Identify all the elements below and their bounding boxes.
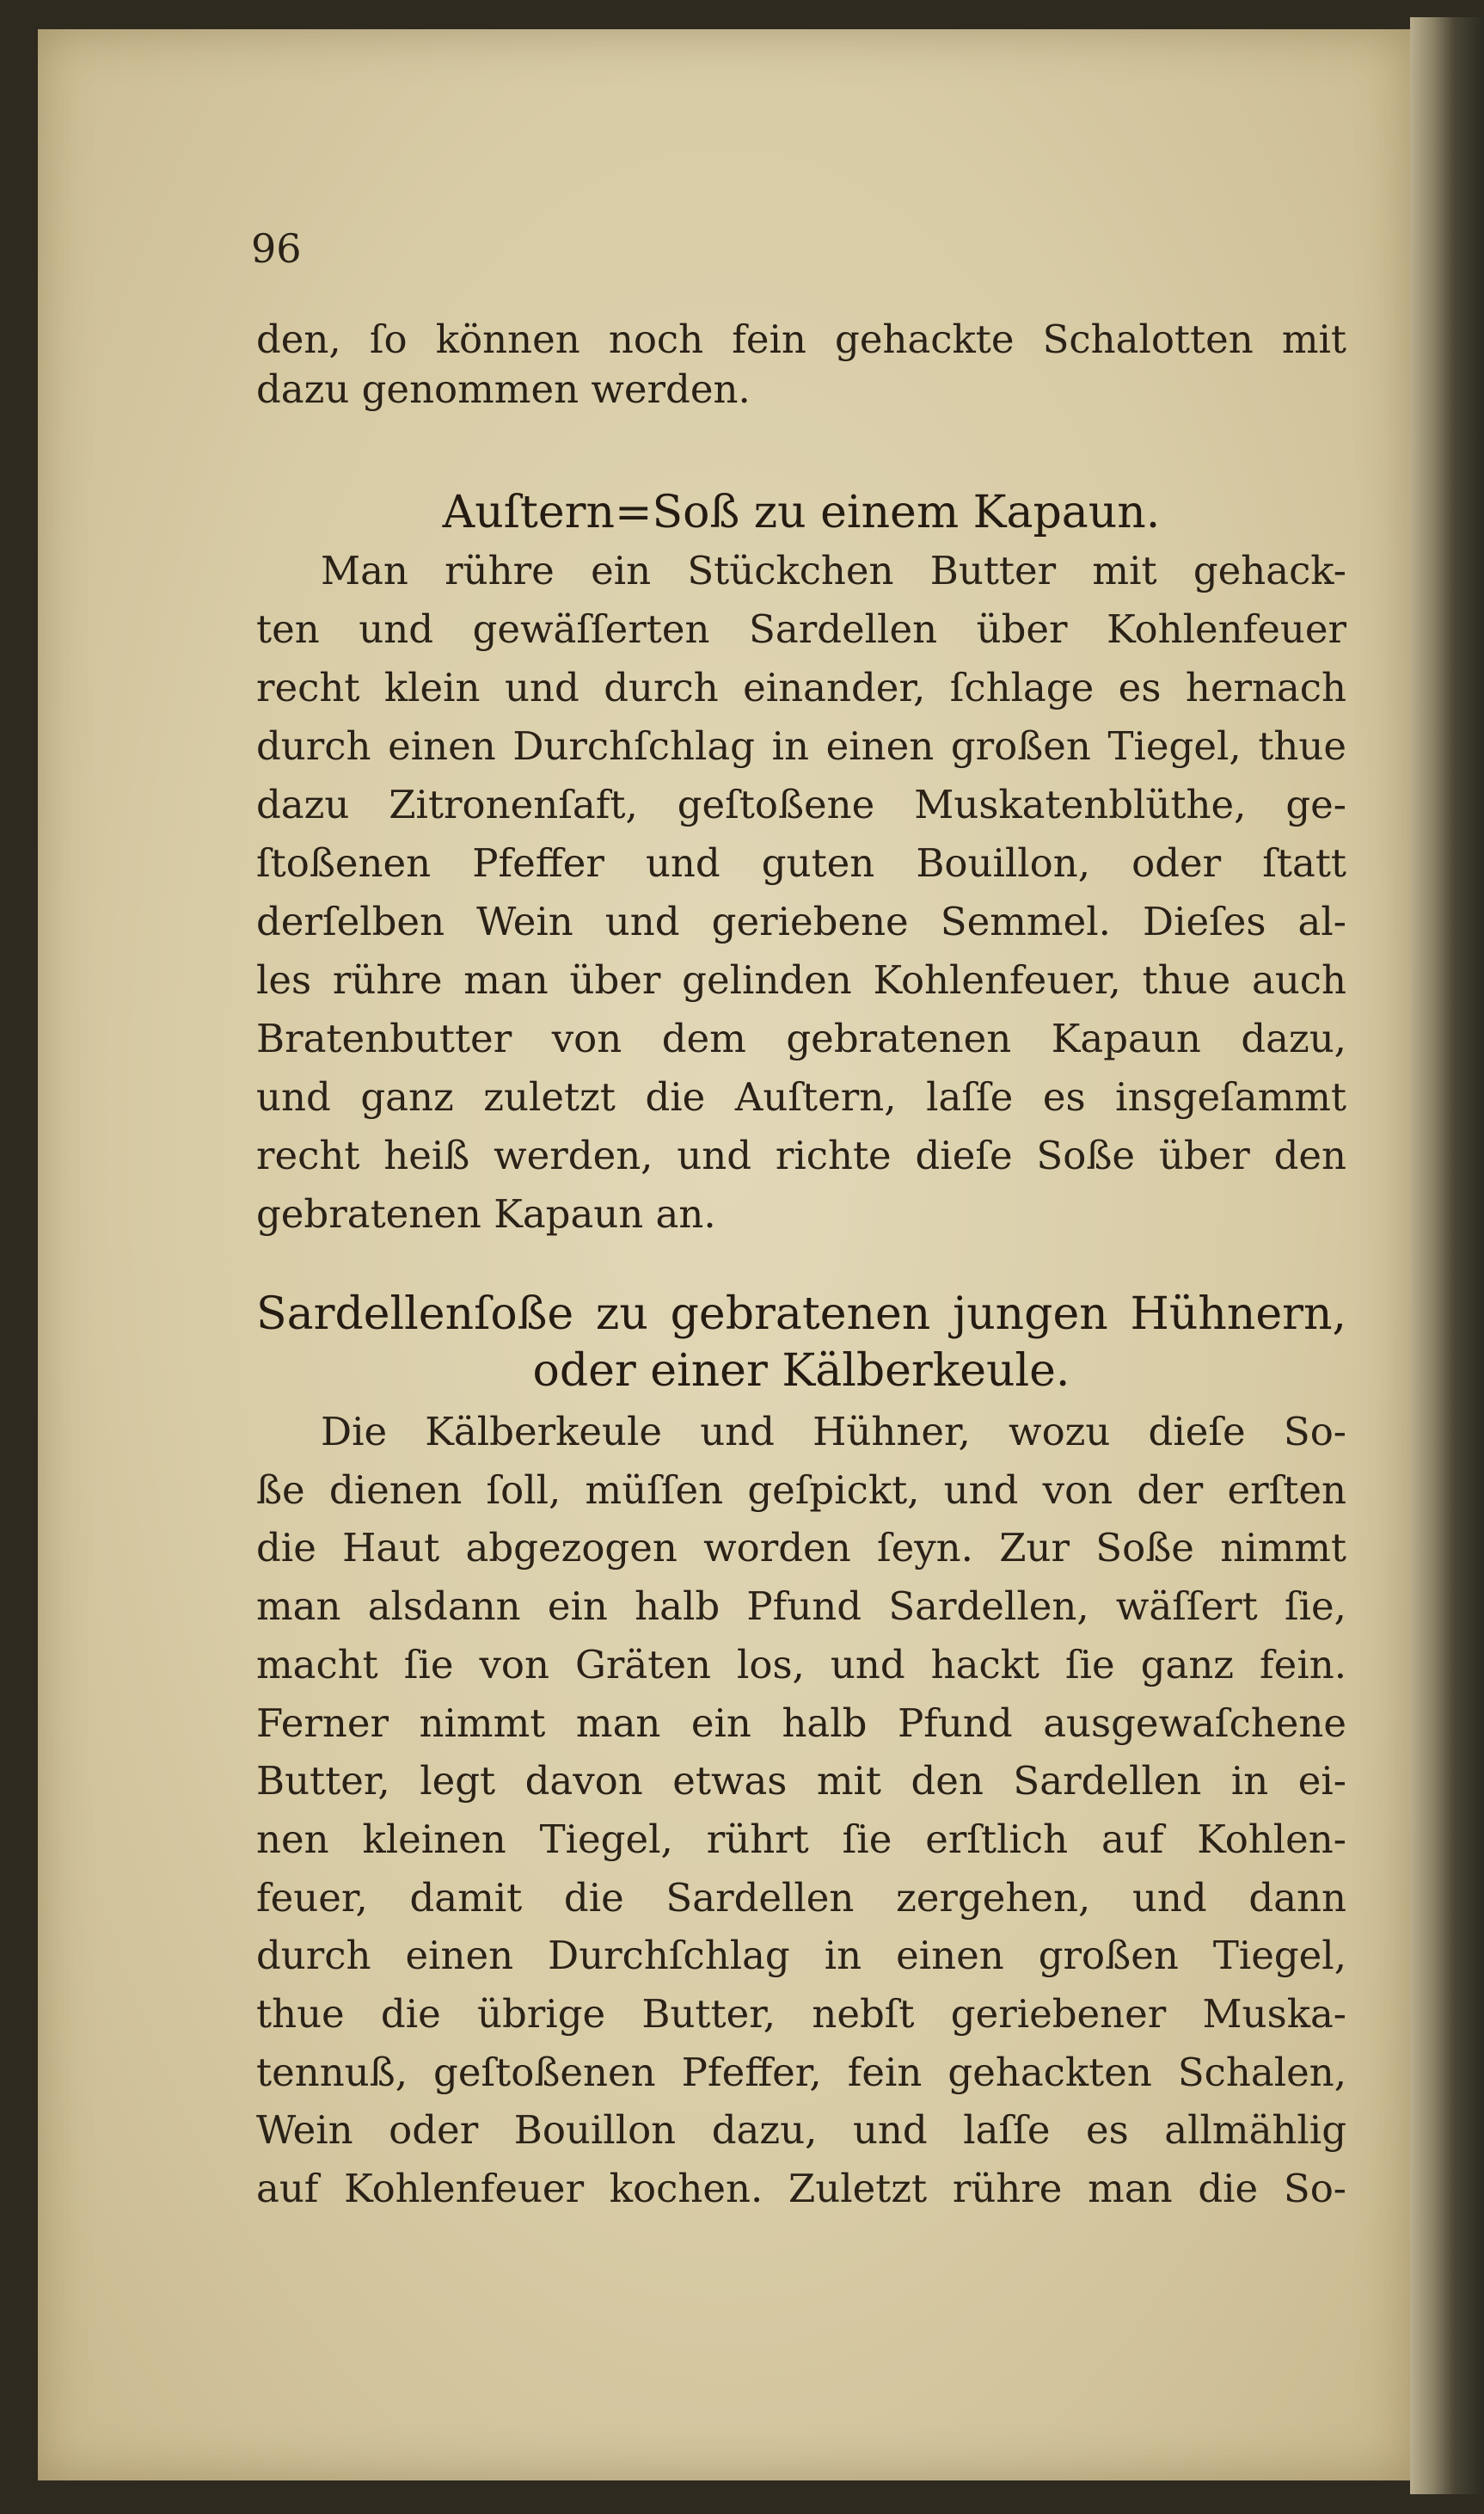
page-number: 96 <box>251 225 302 272</box>
text-line: Wein oder Bouillon dazu, und laſſe es allmählig <box>256 2107 1346 2154</box>
text-line: durch einen Durchſchlag in einen großen Tiegel, thue <box>256 723 1346 769</box>
text-line: Butter, legt davon etwas mit den Sardellen in ei- <box>256 1758 1346 1804</box>
text-line: dazu Zitronenſaft, geſtoßene Muskatenblüthe, ge- <box>256 782 1346 827</box>
text-line: Man rühre ein Stückchen Butter mit gehack- <box>321 548 1346 593</box>
text-line: man alsdann ein halb Pfund Sardellen, wäſſert ſie, <box>256 1583 1346 1630</box>
text-line: ße dienen ſoll, müſſen geſpickt, und von der erſten <box>256 1466 1346 1513</box>
section-heading: oder einer Kälberkeule. <box>532 1345 1070 1397</box>
text-line: nen kleinen Tiegel, rührt ſie erſtlich auf Kohlen- <box>256 1816 1346 1862</box>
section-heading: Auſtern=Soß zu einem Kapaun. <box>442 487 1161 538</box>
page-edge <box>1410 17 1484 2494</box>
text-line: Bratenbutter von dem gebratenen Kapaun dazu, <box>256 1016 1346 1061</box>
text-line: und ganz zuletzt die Auſtern, laſſe es insgeſammt <box>256 1074 1346 1120</box>
text-line: derſelben Wein und geriebene Semmel. Dieſes al- <box>256 899 1346 944</box>
text-line: recht heiß werden, und richte dieſe Soße über den <box>256 1133 1346 1178</box>
text-line: ſtoßenen Pfeffer und guten Bouillon, oder ſtatt <box>256 840 1346 886</box>
text-line: durch einen Durchſchlag in einen großen Tiegel, <box>256 1933 1346 1979</box>
text-line: les rühre man über gelinden Kohlenfeuer, thue auch <box>256 957 1346 1003</box>
text-line: tennuß, geſtoßenen Pfeffer, fein gehackten Schalen, <box>256 2049 1346 2095</box>
text-line: Die Kälberkeule und Hühner, wozu dieſe So- <box>321 1409 1346 1454</box>
text-line: auf Kohlenfeuer kochen. Zuletzt rühre man die So- <box>256 2166 1346 2212</box>
text-line: Ferner nimmt man ein halb Pfund ausgewaſchene <box>256 1700 1346 1746</box>
text-line: ten und gewäſſerten Sardellen über Kohlenfeuer <box>256 606 1346 652</box>
text-line: thue die übrige Butter, nebſt geriebener Muska- <box>256 1991 1346 2037</box>
text-line: dazu genommen werden. <box>256 366 751 412</box>
text-line: die Haut abgezogen worden ſeyn. Zur Soße nimmt <box>256 1525 1346 1571</box>
text-line: den, ſo können noch fein gehackte Schalotten mit <box>256 317 1346 362</box>
text-line: gebratenen Kapaun an. <box>256 1191 716 1237</box>
text-line: recht klein und durch einander, ſchlage es hernach <box>256 665 1346 710</box>
text-line: feuer, damit die Sardellen zergehen, und dann <box>256 1874 1346 1921</box>
section-heading: Sardellenſoße zu gebratenen jungen Hühnern, <box>256 1288 1346 1340</box>
text-line: macht ſie von Gräten los, und hackt ſie ganz fein. <box>256 1641 1346 1687</box>
